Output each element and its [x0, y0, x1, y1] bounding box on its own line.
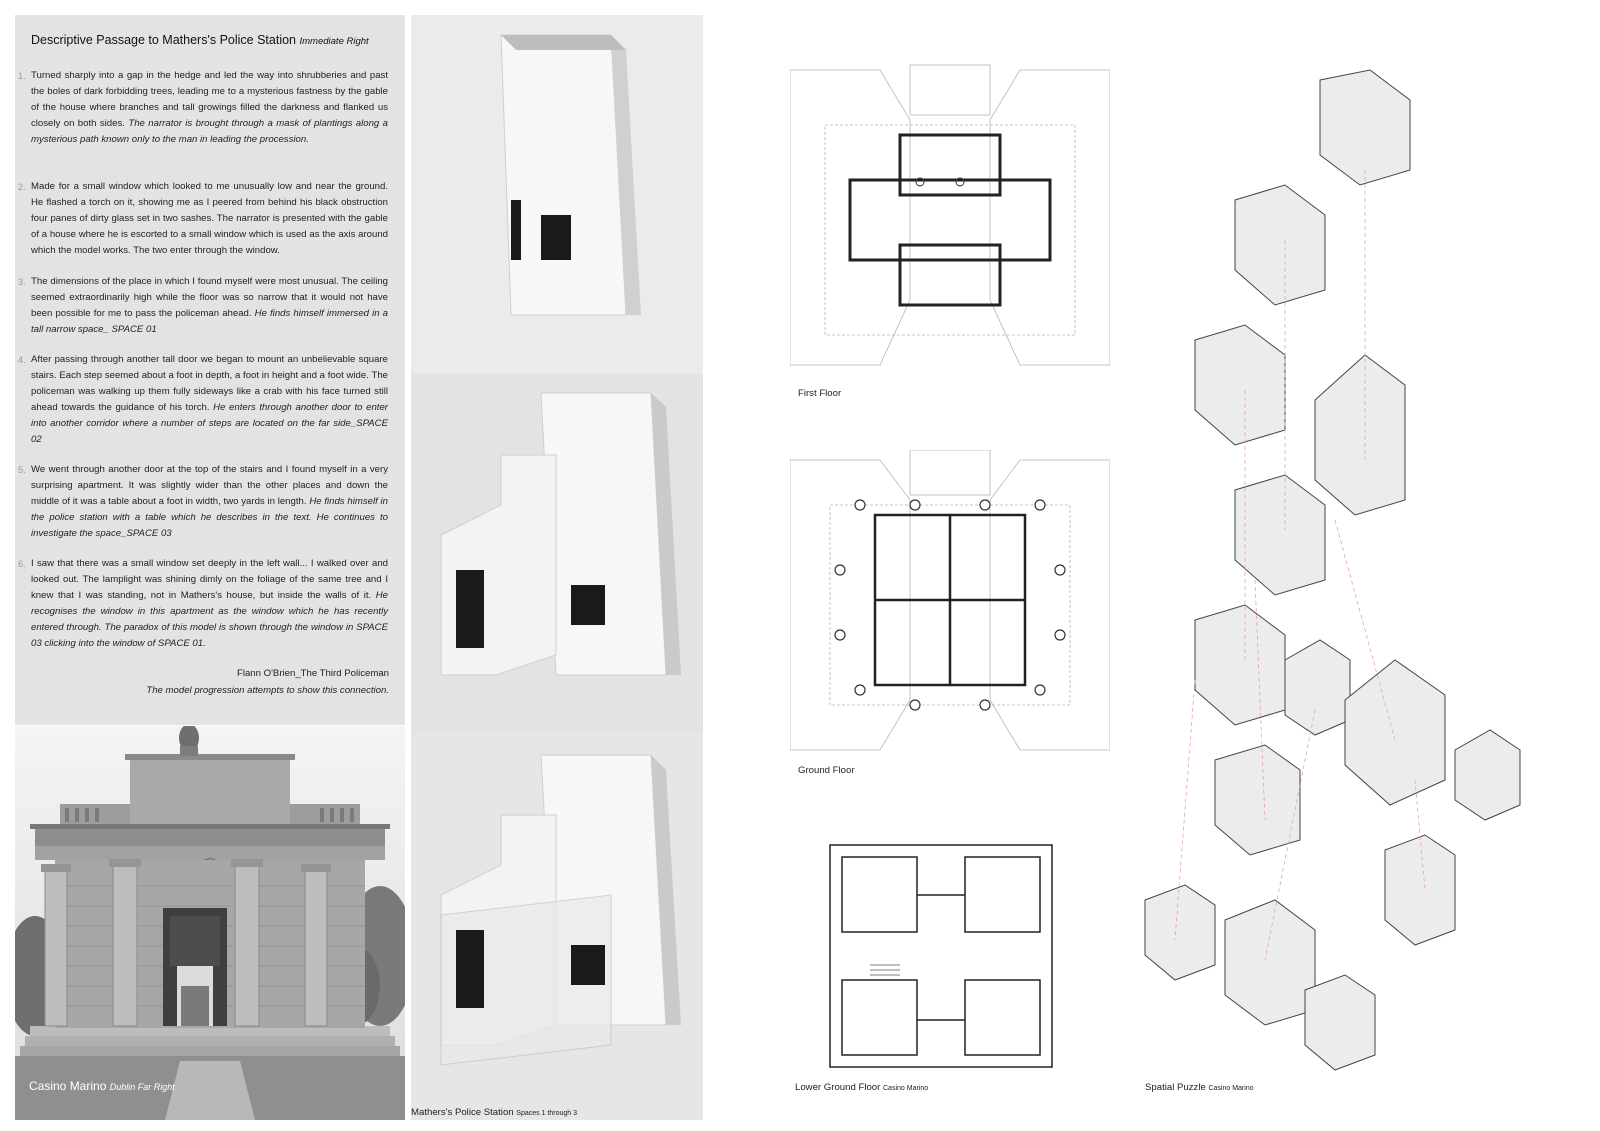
spatial-puzzle-caption: Spatial Puzzle Casino Marino — [1145, 1082, 1254, 1093]
text-panel — [15, 15, 405, 725]
model-space-01 — [501, 35, 641, 315]
passage-paragraph-3: 3. The dimensions of the place in which I found myself were most unusual. The ceiling seemed extraordinarily high while the floor was so narrow that it would not have been possible for me to pass the policeman ahead. He finds himself immersed in a tall narrow space_ SPACE 01 — [18, 276, 388, 336]
passage-paragraph-1: 1. Turned sharply into a gap in the hedge and led the way into shrubberies and past the boles of dark forbidding trees, leading me to a mysterious fastness by the gable of the house where branches and tall growings filled the darkness and flanked us closely on both sides. The narrator is brought through a mask of plantings along a mysterious path known only to the man in leading the procession. — [18, 70, 388, 146]
first-floor-plan — [790, 60, 1110, 405]
passage-paragraph-4: 4. After passing through another tall door we began to mount an unbelievable square stairs. Each step seemed about a foot in depth, a foot in height and a foot wide. The policeman was walking up them fully sideways like a crab with his face turned still ahead towards the guidance of his torch. He enters through another door to enter into another corridor where a number of steps are located on the far side_SPACE 02 — [18, 354, 388, 446]
passage-paragraph-6: 6. I saw that there was a small window set deeply in the left wall... I walked over and looked out. The lamplight was shining dimly on the foliage of the same tree and I knew that I was standing, not in Mathers's house, but inside the walls of it. He recognises the window in this apartment as the window which he has recently entered through. The paradox of this model is shown through the window in SPACE 03 clicking into the window of SPACE 01. — [18, 558, 388, 650]
ground-floor-plan — [790, 450, 1110, 780]
casino-caption: Casino Marino Dublin Far Right — [29, 1079, 175, 1093]
credit-author: Flann O'Brien_The Third Policeman — [236, 668, 389, 679]
model-illustrations — [411, 15, 703, 1120]
spatial-puzzle-axonometric — [1135, 60, 1555, 1100]
model-photo-column — [411, 15, 703, 1120]
models-caption: Mathers's Police Station Spaces 1 through 3 — [411, 1107, 578, 1118]
passage-title: Descriptive Passage to Mathers's Police Station Immediate Right — [31, 33, 369, 47]
first-floor-caption: First Floor — [798, 388, 842, 399]
casino-marino-photo — [15, 726, 405, 1120]
passage-paragraph-2: 2. Made for a small window which looked to me unusually low and near the ground. He flashed a torch on it, showing me as I peered from behind his black obstruction four panes of dirty glass set in two sashes. The narrator is presented with the gable of a house where he is escorted to a small window which is used as the axis around which the model works. The two enter through the window. — [18, 181, 388, 257]
lower-ground-caption: Lower Ground Floor Casino Marino — [795, 1082, 929, 1093]
credit-note: The model progression attempts to show this connection. — [146, 685, 389, 696]
passage-subtitle: Immediate Right — [299, 36, 369, 47]
lower-ground-floor-plan — [790, 840, 1110, 1100]
ground-floor-caption: Ground Floor — [798, 765, 855, 776]
passage-paragraph-5: 5. We went through another door at the top of the stairs and I found myself in a very surprising apartment. It was slightly wider than the other places and down the middle of it was a table about a foot in width, two yards in length. He finds himself in the police station with a table which he describes in the text. He continues to investigate the space_SPACE 03 — [18, 464, 388, 540]
casino-illustration — [15, 726, 405, 1120]
